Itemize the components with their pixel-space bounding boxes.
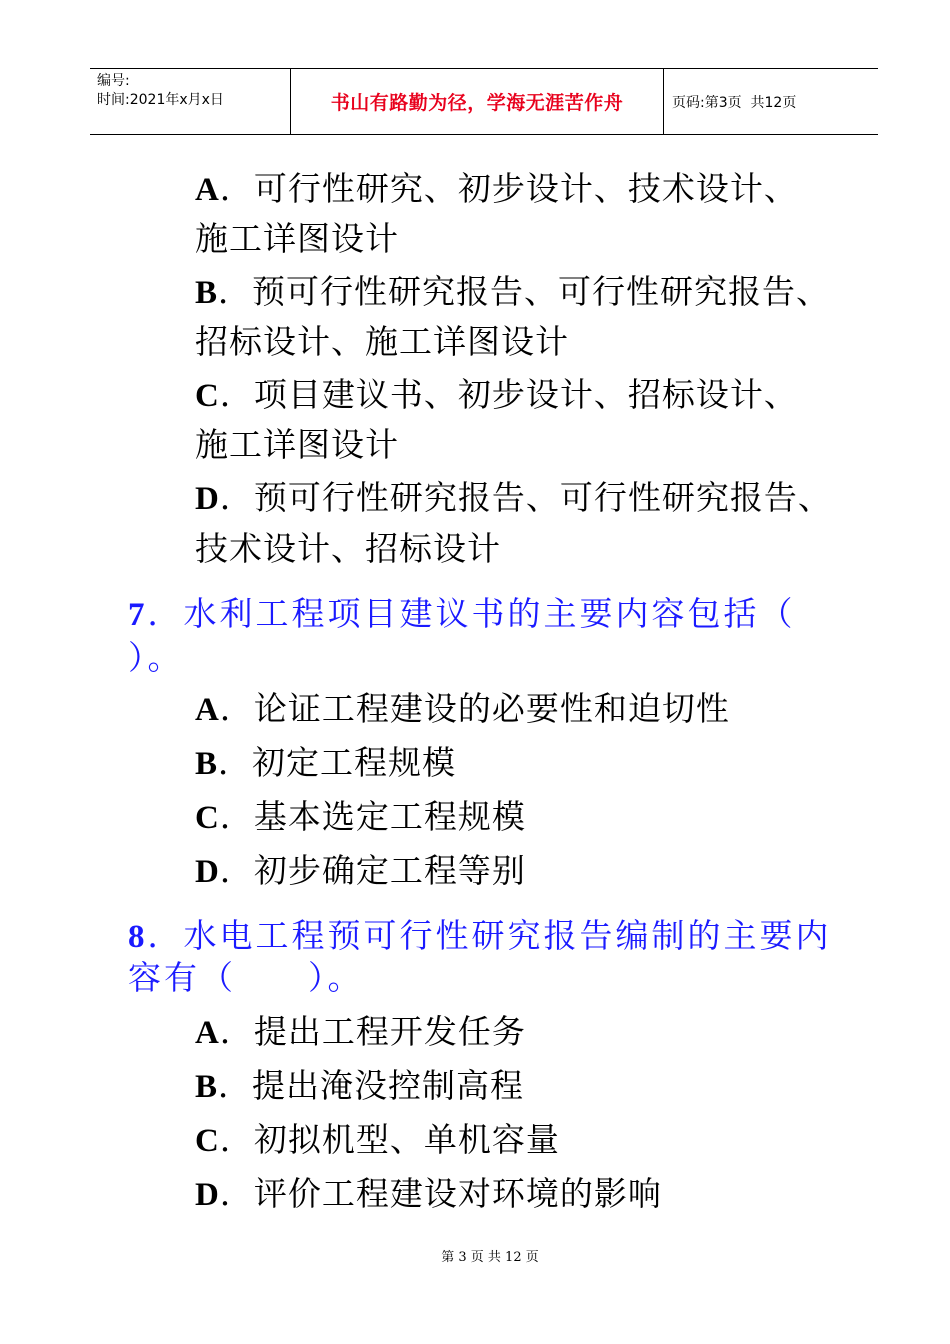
- option-key: A: [195, 1015, 220, 1051]
- q7-stem-line1: [128, 594, 796, 635]
- option-key: A: [195, 692, 220, 728]
- q6-option-c-line2: 施工详图设计: [195, 425, 399, 464]
- page-footer: 第 3 页 共 12 页: [441, 1250, 539, 1265]
- option-text: ．预可行性研究报告、可行性研究报告、: [218, 272, 831, 311]
- option-key: A: [195, 172, 220, 208]
- option-text: ．论证工程建设的必要性和迫切性: [219, 689, 730, 728]
- option-text: ．初步确定工程等别: [219, 851, 526, 890]
- q7-option-c: [195, 797, 526, 838]
- option-key: D: [195, 481, 220, 517]
- q7-option-b: [195, 743, 456, 784]
- option-text: ．评价工程建设对环境的影响: [219, 1174, 662, 1213]
- header-meta: [90, 69, 291, 134]
- option-text: ．初拟机型、单机容量: [219, 1120, 560, 1159]
- q6-option-d-line2: 技术设计、招标设计: [195, 529, 501, 568]
- question-number: 7: [128, 597, 148, 633]
- option-key: D: [195, 1177, 220, 1213]
- question-number: 8: [128, 919, 148, 955]
- q6-option-a-line2: 施工详图设计: [195, 219, 399, 258]
- option-text: ．项目建议书、初步设计、招标设计、: [219, 375, 798, 414]
- q7-option-d: [195, 851, 526, 892]
- option-key: C: [195, 1123, 220, 1159]
- option-text: ．预可行性研究报告、可行性研究报告、: [219, 478, 832, 517]
- q7-option-a: [195, 689, 730, 730]
- question-text: ．水利工程项目建议书的主要内容包括（: [147, 594, 796, 633]
- page-header: [90, 68, 878, 135]
- header-page-info: [664, 69, 878, 134]
- header-time-label: 时间:2021年x月x日: [97, 92, 224, 108]
- q8-option-d: [195, 1174, 662, 1215]
- q8-stem-line1: [128, 916, 832, 957]
- option-text: ．提出淹没控制高程: [218, 1066, 525, 1105]
- q7-stem-line2: ）。: [128, 638, 184, 677]
- q8-option-b: [195, 1066, 524, 1107]
- header-motto: 书山有路勤为径，学海无涯苦作舟: [291, 69, 664, 134]
- option-key: C: [195, 800, 220, 836]
- option-text: ．初定工程规模: [218, 743, 457, 782]
- option-text: ．可行性研究、初步设计、技术设计、: [219, 169, 798, 208]
- q6-option-c-line1: [195, 375, 798, 416]
- header-page-label: 页码:第3页 共12页: [672, 94, 797, 111]
- option-key: B: [195, 275, 219, 311]
- q8-stem-line2: 容有（ ）。: [128, 958, 364, 997]
- header-number-label: 编号:: [97, 73, 130, 89]
- q8-option-a: [195, 1012, 526, 1053]
- option-key: D: [195, 854, 220, 890]
- q6-option-b-line2: 招标设计、施工详图设计: [195, 322, 569, 361]
- option-text: ．提出工程开发任务: [219, 1012, 526, 1051]
- option-text: ．基本选定工程规模: [219, 797, 526, 836]
- option-key: B: [195, 746, 219, 782]
- question-text: ．水电工程预可行性研究报告编制的主要内: [147, 916, 832, 955]
- q6-option-b-line1: [195, 272, 830, 313]
- option-key: C: [195, 378, 220, 414]
- q6-option-a-line1: [195, 169, 798, 210]
- option-key: B: [195, 1069, 219, 1105]
- q8-option-c: [195, 1120, 560, 1161]
- q6-option-d-line1: [195, 478, 832, 519]
